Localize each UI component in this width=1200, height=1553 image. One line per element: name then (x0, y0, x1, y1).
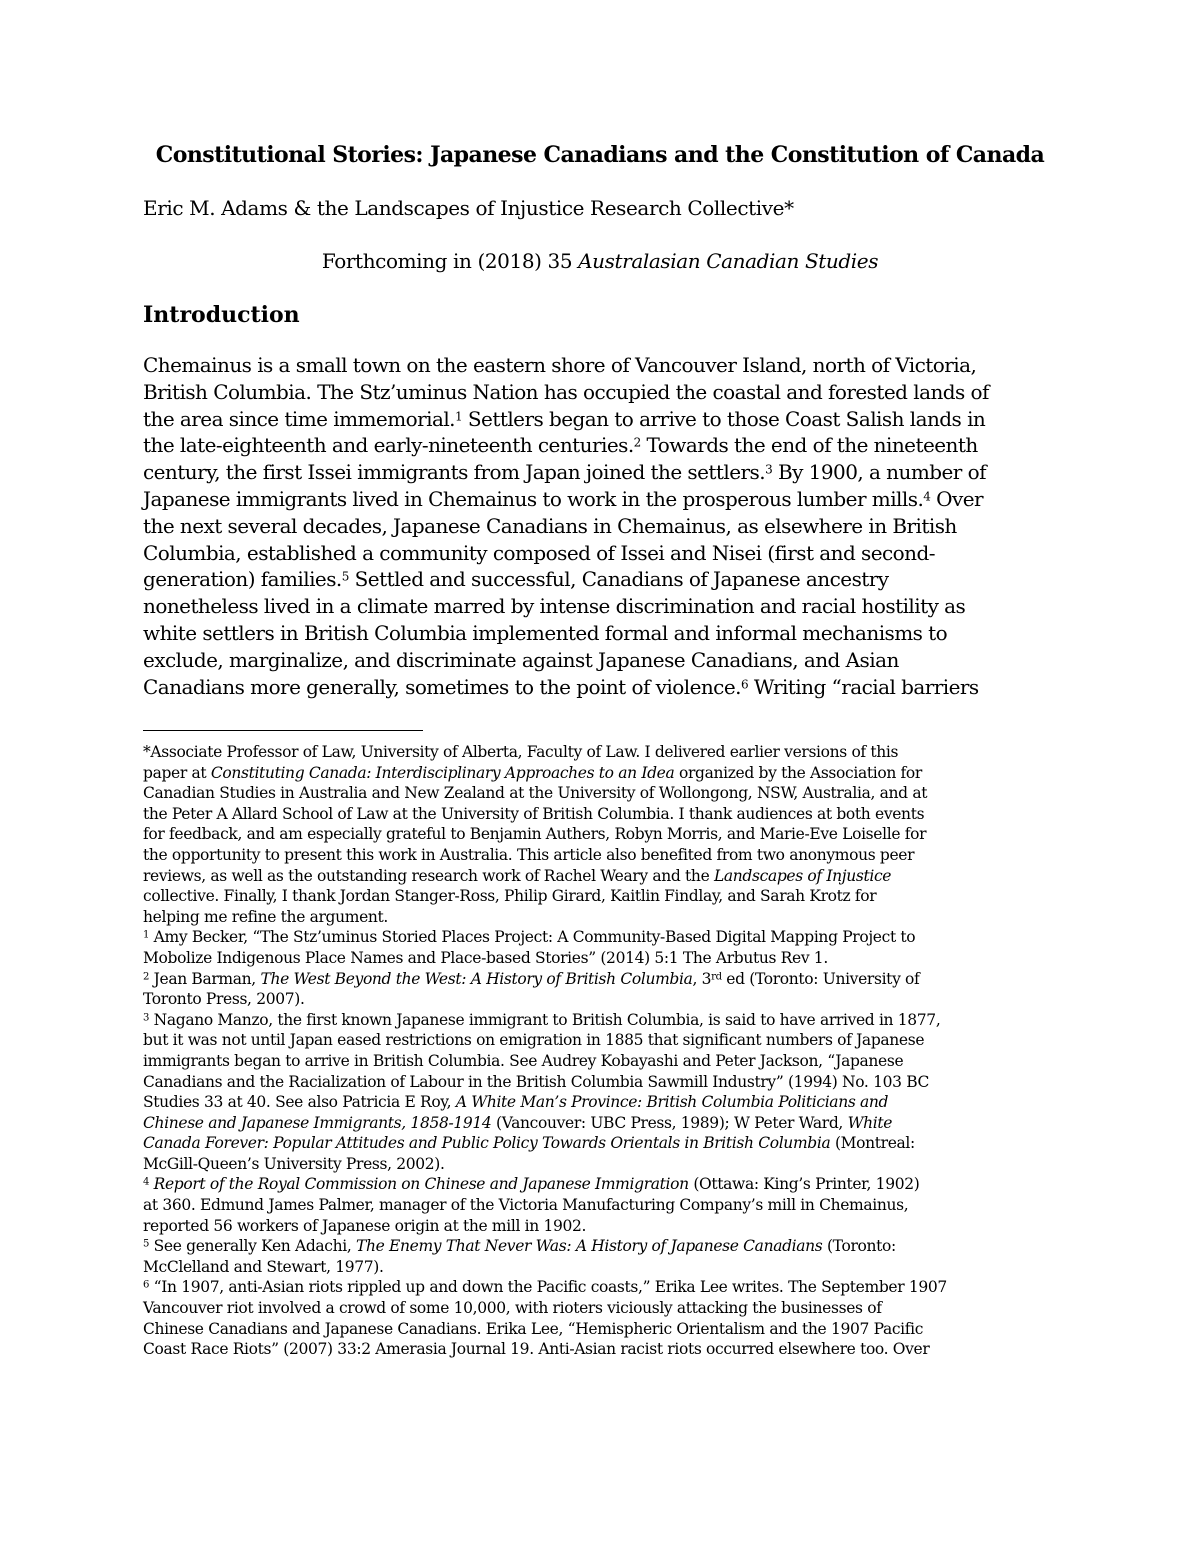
footnote-italic: A White Man’s Province: British Columbia Politicians and (455, 1093, 889, 1112)
footnote-line: the opportunity to present this work in Australia. This article also benefited from two anonymous peer (143, 845, 915, 864)
footnote-line: McGill-Queen’s University Press, 2002). (143, 1154, 445, 1173)
footnote-text: ed (Toronto: University of (721, 969, 920, 988)
footnotes (143, 742, 1058, 1360)
footnote-separator (143, 730, 423, 731)
body-text: Japanese immigrants lived in Chemainus to work in the prosperous lumber mills. (143, 486, 924, 511)
footnote-text: See generally Ken Adachi, (149, 1237, 357, 1256)
body-line: Chemainus is a small town on the eastern shore of Vancouver Island, north of Victoria, (143, 353, 977, 377)
footnote-line (143, 1174, 1058, 1195)
footnote-ref[interactable]: 4 (923, 489, 931, 504)
footnote-line: Coast Race Riots” (2007) 33:2 Amerasia Journal 19. Anti-Asian racist riots occurred elsewhere too. Over (143, 1340, 930, 1359)
body-text: the area since time immemorial. (143, 406, 455, 431)
footnote-line (143, 927, 1058, 948)
footnote-italic: Constituting Canada: Interdisciplinary Approaches to an Idea (210, 763, 675, 782)
footnote-text: (Toronto: (822, 1237, 896, 1256)
body-line: British Columbia. The Stz’uminus Nation has occupied the coastal and forested lands of (143, 379, 989, 404)
footnote-text: Jean Barman, (149, 969, 261, 988)
footnote-italic: White (847, 1113, 893, 1132)
footnote-line: but it was not until Japan eased restrictions on emigration in 1885 that significant numbers of Japanese (143, 1031, 925, 1050)
body-line: exclude, marginalize, and discriminate against Japanese Canadians, and Asian (143, 647, 899, 672)
body-text: Settlers began to arrive to those Coast Salish lands in (462, 406, 986, 431)
footnote-italic: Canada Forever: Popular Attitudes and Public Policy Towards Orientals in British Columbia (143, 1134, 831, 1153)
body-paragraph (143, 352, 1063, 700)
section-heading-introduction: Introduction (143, 302, 300, 328)
paper-title: Constitutional Stories: Japanese Canadians and the Constitution of Canada (155, 142, 1045, 168)
footnote-number: 2 (143, 971, 150, 982)
footnote-ref[interactable]: 6 (740, 677, 749, 692)
body-text: Towards the end of the nineteenth (640, 433, 978, 458)
footnote-line (143, 763, 1058, 784)
footnote-text: (Montreal: (830, 1134, 915, 1153)
body-text: the late-eighteenth and early-nineteenth centuries. (143, 433, 634, 458)
footnote-ref[interactable]: 5 (341, 569, 349, 584)
body-text: Over (930, 486, 984, 511)
footnote-text: (Vancouver: UBC Press, 1989); W Peter Ward, (491, 1113, 848, 1132)
footnote-italic: Report of the Royal Commission on Chinese and Japanese Immigration (149, 1175, 689, 1194)
footnote-line: Chinese Canadians and Japanese Canadians. Erika Lee, “Hemispheric Orientalism and the 1907 Pacific (143, 1319, 924, 1338)
footnote-line (143, 1092, 1058, 1113)
footnote-text: “In 1907, anti-Asian riots rippled up and down the Pacific coasts,” Erika Lee writes. The September 1907 (149, 1278, 947, 1297)
footnote-text: , 3 (692, 969, 712, 988)
footnote-italic: Chinese and Japanese Immigrants, 1858-1914 (143, 1113, 492, 1132)
footnote-line (143, 1277, 1058, 1298)
body-line (143, 674, 1063, 701)
footnote-line: at 360. Edmund James Palmer, manager of the Victoria Manufacturing Company’s mill in Chemainus, (143, 1196, 909, 1215)
footnote-line: helping me refine the argument. (143, 907, 389, 926)
body-text: Canadians more generally, sometimes to the point of violence. (143, 674, 741, 699)
body-text: By 1900, a number of (772, 460, 986, 485)
footnote-line: Mobolize Indigenous Place Names and Place-based Stories” (2014) 5:1 The Arbutus Rev 1. (143, 948, 828, 967)
body-line (143, 566, 1063, 593)
body-text: Writing “racial barriers (748, 674, 979, 699)
footnote-line: the Peter A Allard School of Law at the University of British Columbia. I thank audiences at both events (143, 804, 925, 823)
footnote-line: McClelland and Stewart, 1977). (143, 1257, 384, 1276)
publication-note-prefix: Forthcoming in (2018) 35 (321, 249, 579, 273)
footnote-line: collective. Finally, I thank Jordan Stanger-Ross, Philip Girard, Kaitlin Findlay, and Sarah Krotz for (143, 887, 877, 906)
footnote-number: 4 (143, 1176, 150, 1188)
footnote-line (143, 969, 1058, 990)
footnote-ref[interactable]: 2 (633, 436, 641, 450)
body-text: Settled and successful, Canadians of Japanese ancestry (348, 567, 889, 592)
footnote-line: for feedback, and am especially grateful to Benjamin Authers, Robyn Morris, and Marie-Eve Loiselle for (143, 825, 927, 844)
footnote-text: Amy Becker, “The Stz’uminus Storied Places Project: A Community-Based Digital Mapping Project to (149, 928, 916, 947)
footnote-italic: The West Beyond the West: A History of British Columbia (260, 969, 693, 988)
body-line (143, 432, 1063, 459)
publication-note (0, 247, 1200, 275)
footnote-line: Vancouver riot involved a crowd of some 10,000, with rioters viciously attacking the businesses of (143, 1299, 882, 1318)
footnote-ref[interactable]: 3 (765, 462, 773, 477)
footnote-text: reviews, as well as the outstanding research work of Rachel Weary and the (143, 866, 714, 885)
footnote-italic: Landscapes of Injustice (713, 866, 892, 885)
body-line: nonetheless lived in a climate marred by intense discrimination and racial hostility as (143, 594, 966, 619)
footnote-line (143, 1133, 1058, 1154)
ordinal-suffix: rd (711, 971, 722, 982)
footnote-line: Toronto Press, 2007). (143, 990, 305, 1009)
footnote-ref[interactable]: 1 (455, 409, 463, 424)
body-line: Columbia, established a community composed of Issei and Nisei (first and second- (143, 540, 935, 565)
body-line: white settlers in British Columbia implemented formal and informal mechanisms to (143, 620, 948, 645)
footnote-text: organized by the Association for (674, 763, 922, 782)
footnote-number: 6 (143, 1279, 150, 1291)
body-line (143, 406, 1063, 433)
footnote-italic: The Enemy That Never Was: A History of Japanese Canadians (356, 1237, 823, 1256)
footnote-line (143, 866, 1058, 887)
footnote-line: Canadians and the Racialization of Labour in the British Columbia Sawmill Industry” (1994) No. 103 BC (143, 1072, 930, 1091)
footnote-line: *Associate Professor of Law, University of Alberta, Faculty of Law. I delivered earlier versions of this (143, 743, 899, 761)
footnote-number: 5 (143, 1238, 150, 1250)
body-text: century, the first Issei immigrants from Japan joined the settlers. (143, 460, 766, 485)
footnote-text: paper at (143, 763, 211, 782)
footnote-line (143, 1113, 1058, 1134)
footnote-line: Canadian Studies in Australia and New Zealand at the University of Wollongong, NSW, Australia, and at (143, 784, 928, 803)
footnote-line: reported 56 workers of Japanese origin at the mill in 1902. (143, 1216, 587, 1235)
body-line (143, 486, 1063, 513)
footnote-number: 3 (143, 1012, 150, 1024)
body-line (143, 459, 1063, 486)
footnote-text: Studies 33 at 40. See also Patricia E Roy, (143, 1093, 456, 1112)
journal-name: Australasian Canadian Studies (578, 249, 879, 273)
footnote-text: Nagano Manzo, the first known Japanese immigrant to British Columbia, is said to have arrived in 1877, (149, 1010, 941, 1029)
body-text: generation) families. (143, 567, 342, 592)
footnote-line (143, 1236, 1058, 1257)
footnote-text: (Ottawa: King’s Printer, 1902) (688, 1175, 920, 1194)
footnote-line: immigrants began to arrive in British Columbia. See Audrey Kobayashi and Peter Jackson, “Japanese (143, 1051, 904, 1070)
footnote-line (143, 1010, 1058, 1031)
footnote-number: 1 (143, 929, 150, 941)
author-line: Eric M. Adams & the Landscapes of Injustice Research Collective* (143, 196, 794, 220)
body-line: the next several decades, Japanese Canadians in Chemainus, as elsewhere in British (143, 513, 957, 538)
